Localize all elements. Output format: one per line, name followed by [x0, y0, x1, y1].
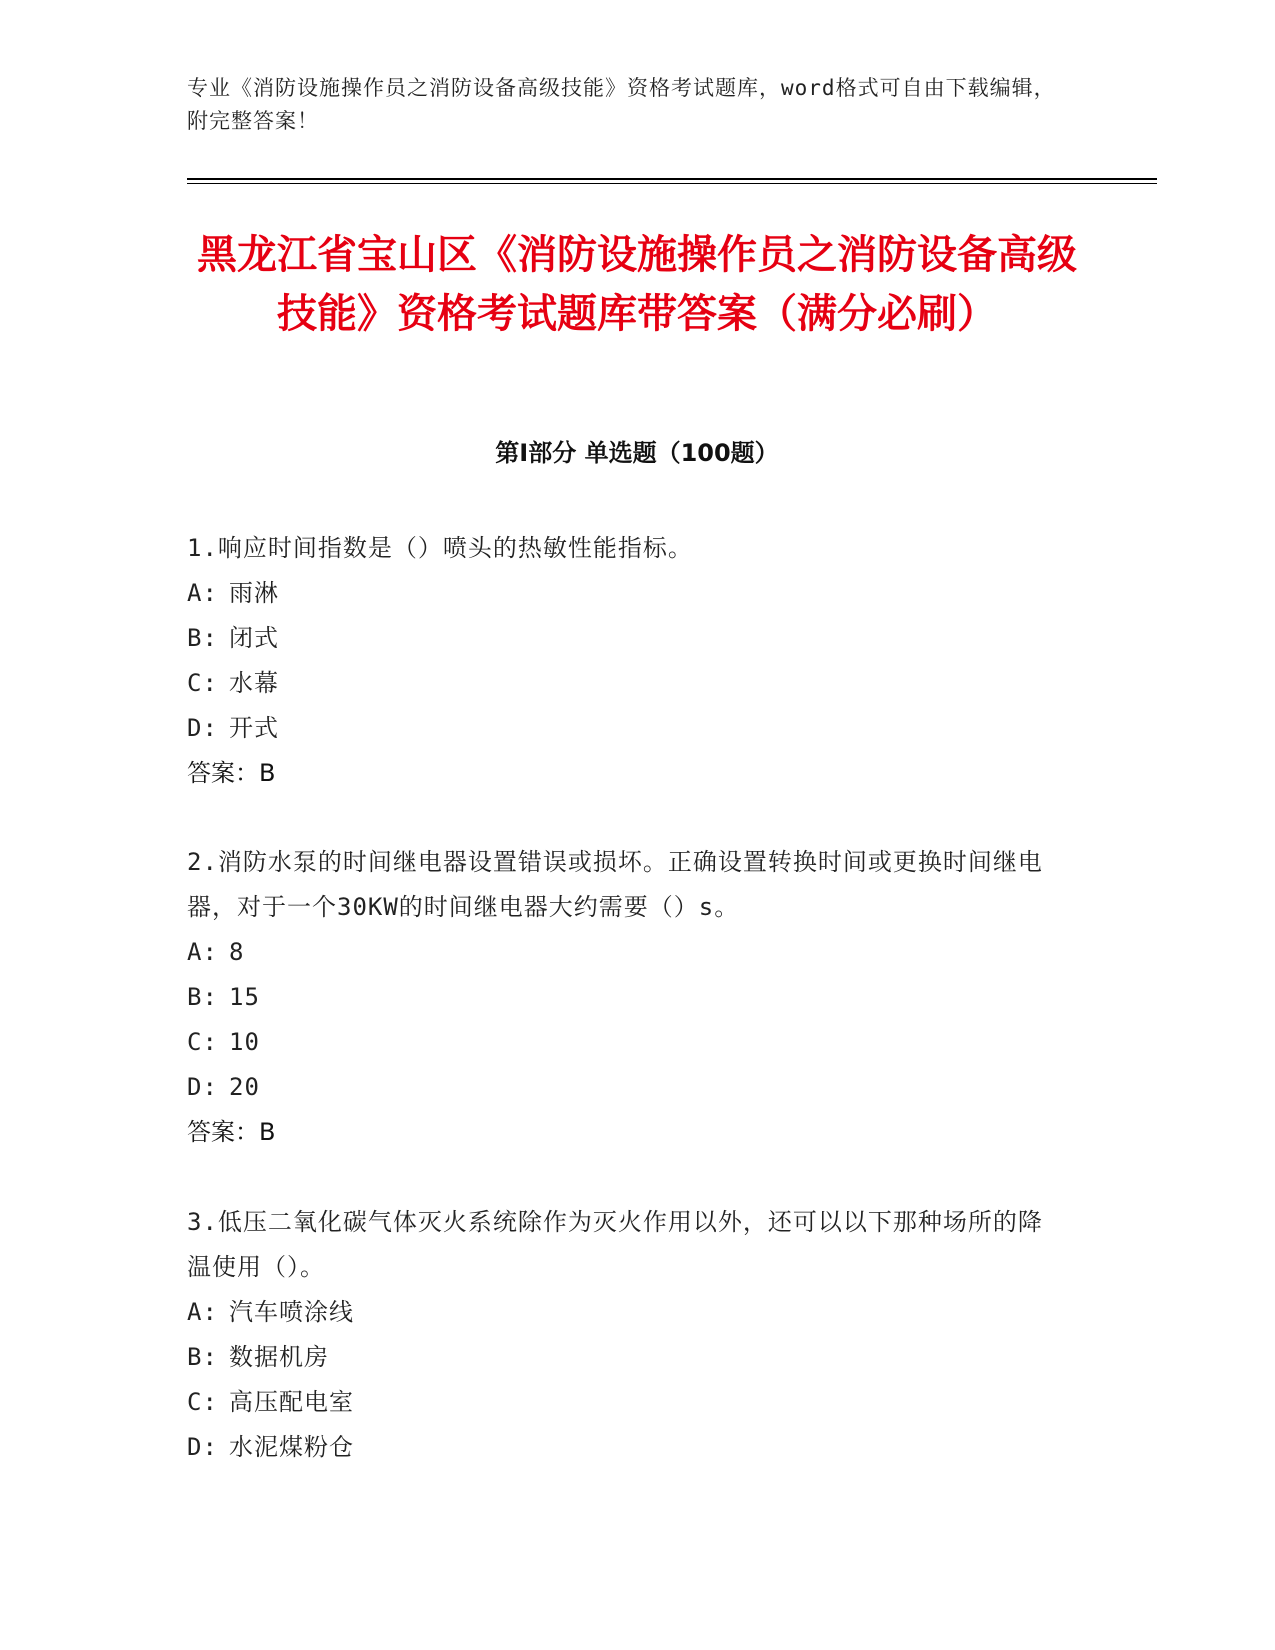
- document-title: 黑龙江省宝山区《消防设施操作员之消防设备高级技能》资格考试题库带答案（满分必刷）: [197, 232, 1077, 337]
- option-text: 8: [229, 938, 245, 966]
- option-c: [187, 1380, 1067, 1425]
- option-a: [187, 930, 1067, 975]
- option-key: A:: [187, 579, 218, 607]
- option-text: 雨淋: [229, 579, 279, 607]
- answer: 答案：B: [187, 1118, 276, 1146]
- option-text: 汽车喷涂线: [229, 1298, 354, 1326]
- option-b: [187, 616, 1067, 661]
- question-stem: 3.低压二氧化碳气体灭火系统除作为灭火作用以外，还可以以下那种场所的降温使用（）。: [187, 1208, 1043, 1281]
- option-text: 水幕: [229, 669, 279, 697]
- option-text: 开式: [229, 714, 279, 742]
- option-text: 15: [229, 983, 260, 1011]
- option-text: 数据机房: [229, 1343, 329, 1371]
- option-text: 10: [229, 1028, 260, 1056]
- option-d: [187, 1065, 1067, 1110]
- option-b: [187, 975, 1067, 1020]
- option-text: 20: [229, 1073, 260, 1101]
- option-key: B:: [187, 624, 218, 652]
- option-key: A:: [187, 938, 218, 966]
- option-key: B:: [187, 1343, 218, 1371]
- option-key: D:: [187, 714, 218, 742]
- option-text: 闭式: [229, 624, 279, 652]
- option-d: [187, 706, 1067, 751]
- option-key: C:: [187, 1388, 218, 1416]
- answer: 答案：B: [187, 759, 276, 787]
- option-key: C:: [187, 669, 218, 697]
- header-note: 专业《消防设施操作员之消防设备高级技能》资格考试题库，word格式可自由下载编辑，附完整答案！: [187, 76, 1056, 133]
- option-a: [187, 571, 1067, 616]
- option-c: [187, 1020, 1067, 1065]
- option-key: D:: [187, 1073, 218, 1101]
- header-divider-thin: [187, 183, 1157, 184]
- option-text: 高压配电室: [229, 1388, 354, 1416]
- option-key: A:: [187, 1298, 218, 1326]
- option-key: B:: [187, 983, 218, 1011]
- question-2: [187, 840, 1067, 1155]
- option-d: [187, 1425, 1067, 1470]
- option-c: [187, 661, 1067, 706]
- question-3: [187, 1200, 1067, 1470]
- question-stem: 1.响应时间指数是（）喷头的热敏性能指标。: [187, 534, 693, 562]
- option-key: C:: [187, 1028, 218, 1056]
- option-a: [187, 1290, 1067, 1335]
- header-divider-thick: [187, 178, 1157, 180]
- section-title: 第I部分 单选题（100题）: [495, 439, 779, 467]
- question-1: [187, 526, 1067, 796]
- option-b: [187, 1335, 1067, 1380]
- option-text: 水泥煤粉仓: [229, 1433, 354, 1461]
- question-stem: 2.消防水泵的时间继电器设置错误或损坏。正确设置转换时间或更换时间继电器，对于一个30KW的时间继电器大约需要（）s。: [187, 848, 1043, 921]
- option-key: D:: [187, 1433, 218, 1461]
